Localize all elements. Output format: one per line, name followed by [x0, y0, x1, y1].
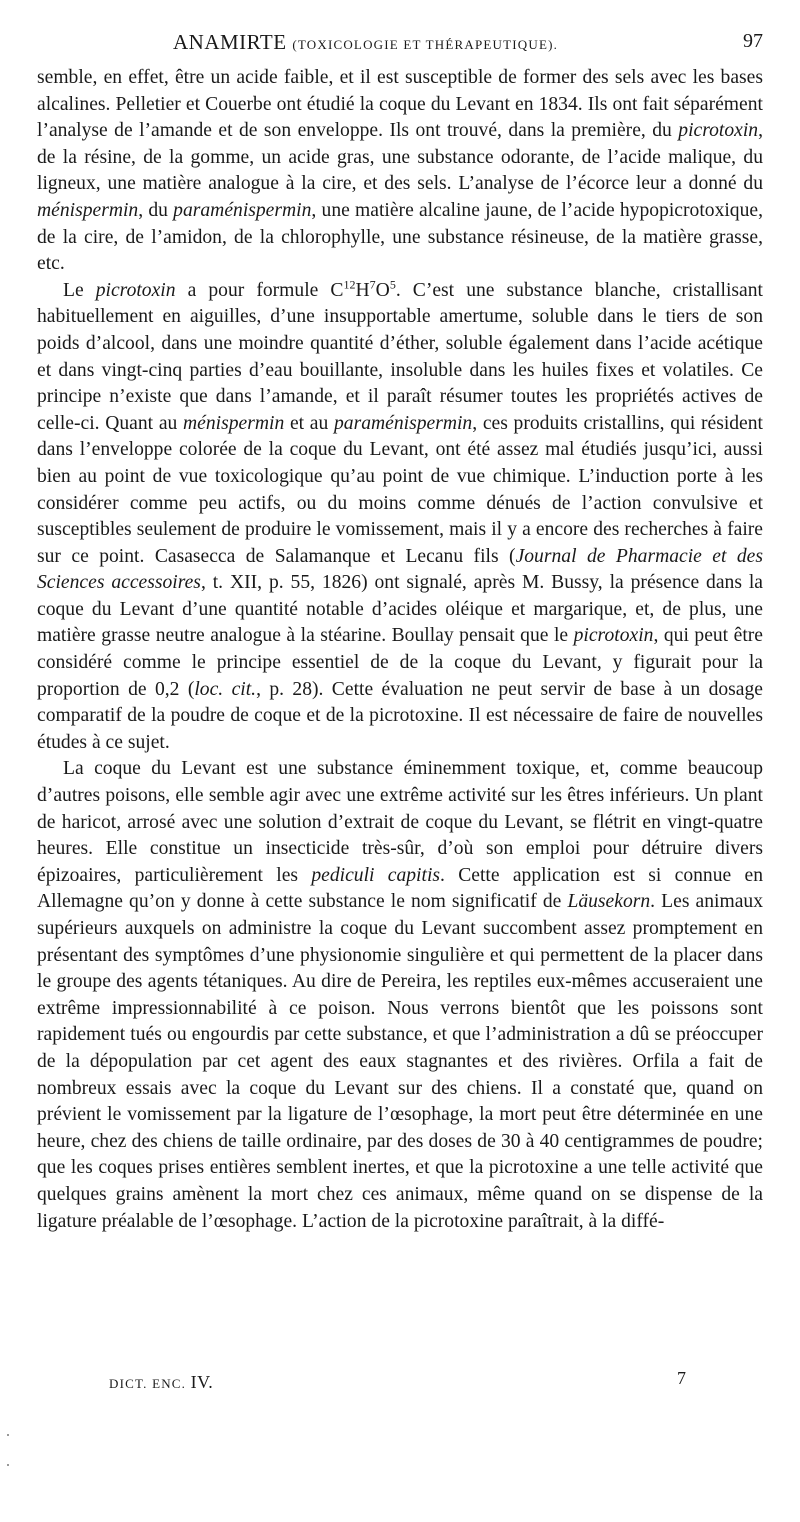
text-run: , ces produits cristallins, qui résident dans l’enveloppe colorée de la coque du Levant, ont été assez mal étudiés jusqu’ici, aussi bien au point de vue toxicologique qu’au point de vue chimique. L’induction porte à les considérer comme peu actifs, ou du moins comme dénués de l’action convulsive et susceptibles seulement de produire le vomissement, mais il y a encore des recherches à faire sur ce point. Casasecca de Salamanque et Lecanu fils ( [37, 412, 763, 567]
text-run: La coque du Levant est une substance éminemment toxique, et, comme beaucoup d’autres poisons, elle semble agir avec une extrême activité sur les êtres inférieurs. Un plant de haricot, arrosé avec une solution d’extrait de coque du Levant, se flétrit en vingt-quatre heures. Elle constitue un insecticide très-sûr, d’où son emploi pour détruire divers épizoaires, particulièrement les [37, 758, 763, 886]
page-footer [37, 1368, 763, 1392]
text-run: , qui peut être considéré comme le principe essentiel de de la coque du Levant, y figurait pour la proportion de 0,2 ( [37, 625, 763, 700]
formula-superscript: 7 [369, 277, 376, 292]
text-run: . C’est une substance blanche, cristallisant habituellement en aiguilles, d’une insupportable amertume, soluble dans le tiers de son poids d’alcool, dans une moindre quantité d’éther, soluble également dans l’acide acétique et dans vingt-cinq parties d’eau bouillante, insoluble dans les huiles fixes et volatiles. Ce principe n’existe que dans l’amande, et il paraît résumer toutes les propriétés actives de celle-ci. Quant au [37, 279, 763, 434]
italic-text: pediculi capitis [311, 864, 441, 886]
text-run: , une matière alcaline jaune, de l’acide hypopicrotoxique, de la cire, de l’amidon, de la chlorophylle, une substance résineuse, de la matière grasse, etc. [37, 199, 763, 275]
paragraph [37, 65, 763, 278]
running-header [37, 30, 763, 56]
body-text [37, 65, 763, 1235]
text-run: , du [138, 199, 174, 221]
running-title-subtitle: (TOXICOLOGIE ET THÉRAPEUTIQUE). [292, 37, 559, 52]
text-run: a pour formule C [175, 279, 344, 301]
italic-text: Läusekorn [567, 891, 651, 913]
italic-text: picrotoxin [678, 120, 759, 142]
text-run: Le [63, 279, 96, 301]
italic-text: Journal de Pharmacie et des Sciences accessoires [37, 545, 763, 594]
italic-text: paraménispermin [333, 412, 473, 434]
italic-text: ménispermin [183, 412, 285, 434]
paragraph [37, 756, 763, 1235]
italic-text: picrotoxin [573, 625, 654, 647]
formula-superscript: 12 [343, 277, 356, 292]
italic-text: ménispermin [37, 199, 139, 221]
text-run: . Cette application est si connue en Allemagne qu’on y donne à cette substance le nom significatif de [37, 864, 763, 913]
text-run: , t. XII, p. 55, 1826) ont signalé, après M. Bussy, la présence dans la coque du Levant d’une quantité notable d’acides oléique et margarique, et, de plus, une matière grasse neutre analogue à la stéarine. Boullay pensait que le [37, 572, 763, 647]
formula-superscript: 5 [389, 277, 396, 292]
scan-edge-mark [7, 1464, 9, 1466]
italic-text: paraménispermin [173, 199, 312, 221]
page-number: 97 [743, 30, 763, 52]
running-title-main: ANAMIRTE [173, 30, 287, 54]
sheet-number: 7 [677, 1368, 686, 1388]
text-run: , p. 28). Cette évaluation ne peut servir de base à un dosage comparatif de la poudre de coque et de la picrotoxine. Il est nécessaire de faire de nouvelles études à ce sujet. [37, 678, 763, 753]
running-title [173, 30, 558, 55]
text-run: et au [284, 412, 334, 434]
text-run: H [355, 279, 370, 301]
signature-prefix: DICT. ENC. [109, 1376, 187, 1391]
italic-text: loc. cit. [194, 678, 257, 700]
printer-signature [109, 1372, 213, 1393]
italic-text: picrotoxin [95, 279, 176, 301]
text-run: O [375, 279, 390, 301]
text-run: . Les animaux supérieurs auxquels on administre la coque du Levant succombent assez promptement en présentant des symptômes d’une physionomie singulière et qui permettent de la placer dans le groupe des agents tétaniques. Au dire de Pereira, les reptiles eux-mêmes accuseraient une extrême impressionnabilité à ce poison. Nous verrons bientôt que les poissons sont rapidement tués ou engourdis par cette substance, et que l’administration a dû se préoccuper de la dépopulation par cet agent des eaux stagnantes et des rivières. Orfila a fait de nombreux essais avec la coque du Levant sur des chiens. Il a constaté que, quand on prévient le vomissement par la ligature de l’œsophage, la mort peut être déterminée en une heure, chez des chiens de taille ordinaire, par des doses de 30 à 40 centigrammes de poudre; que les coques prises entières semblent inertes, et que la picrotoxine a une telle activité que quelques grains amènent la mort chez ces animaux, même quand on se dispense de la ligature préalable de l’œsophage. L’action de la picrotoxine paraîtrait, à la diffé- [37, 891, 763, 1232]
paragraph [37, 278, 763, 757]
text-run: , de la résine, de la gomme, un acide gras, une substance odorante, de l’acide malique, du ligneux, une matière analogue à la cire, et des sels. L’analyse de l’écorce leur a donné du [37, 120, 763, 195]
text-run: semble, en effet, être un acide faible, et il est susceptible de former des sels avec les bases alcalines. Pelletier et Couerbe ont étudié la coque du Levant en 1834. Ils ont fait séparément l’analyse de l’amande et de son enveloppe. Ils ont trouvé, dans la première, du [37, 67, 763, 142]
scan-edge-mark [7, 1434, 9, 1436]
signature-volume: IV. [190, 1372, 214, 1392]
